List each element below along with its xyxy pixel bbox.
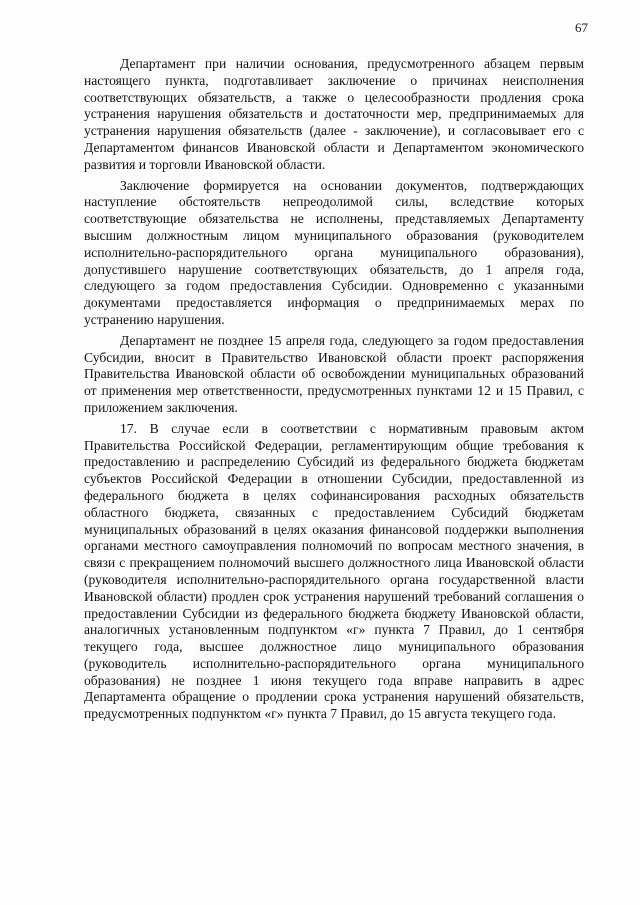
paragraph-conclusion-preparation: Департамент при наличии основания, предусмотренного абзацем первым настоящего пункта, подготавливает заключение о причинах неисполнения соответствующих обязательств, а также о целесообразности продления срока устранения нарушения обязательств и достаточности мер, предпринимаемых для устранения нарушения обязательств (далее - заключение), и согласовывает его с Департаментом финансов Ивановской области и Департаментом экономического развития и торговли Ивановской области. <box>84 56 584 172</box>
page-number: 67 <box>575 20 588 35</box>
document-body <box>84 56 584 727</box>
paragraph-government-submission: Департамент не позднее 15 апреля года, следующего за годом предоставления Субсидии, вносит в Правительство Ивановской области проект распоряжения Правительства Ивановской области об освобождении муниципальных образований от применения мер ответственности, предусмотренных пунктами 12 и 15 Правил, с приложением заключения. <box>84 332 584 415</box>
paragraph-conclusion-basis: Заключение формируется на основании документов, подтверждающих наступление обстоятельств непреодолимой силы, вследствие которых соответствующие обязательства не исполнены, представляемых Департаменту высшим должностным лицом муниципального образования (руководителем исполнительно-распорядительного органа муниципального образования), допустившего нарушение соответствующих обязательств, до 1 апреля года, следующего за годом предоставления Субсидии. Одновременно с указанными документами предоставляется информация о предпринимаемых мерах по устранению нарушения. <box>84 177 584 327</box>
paragraph-item-17: 17. В случае если в соответствии с нормативным правовым актом Правительства Российской Федерации, регламентирующим общие требования к предоставлению и распределению Субсидий из федерального бюджета бюджетам субъектов Российской Федерации в отношении Субсидии, предоставленной из федерального бюджета в целях софинансирования расходных обязательств областного бюджета, связанных с предоставлением Субсидий бюджетам муниципальных образований в целях оказания финансовой поддержки выполнения органами местного самоуправления полномочий по вопросам местного значения, в связи с прекращением полномочий высшего должностного лица Ивановской области (руководителя исполнительно-распорядительного органа государственной власти Ивановской области) продлен срок устранения нарушений требований соглашения о предоставлении Субсидии из федерального бюджета бюджету Ивановской области, аналогичных установленным подпунктом «г» пункта 7 Правил, до 1 сентября текущего года, высшее должностное лицо муниципального образования (руководитель исполнительно-распорядительного органа муниципального образования) не позднее 1 июня текущего года вправе направить в адрес Департамента обращение о продлении срока устранения нарушений обязательств, предусмотренных подпунктом «г» пункта 7 Правил, до 15 августа текущего года. <box>84 420 584 722</box>
